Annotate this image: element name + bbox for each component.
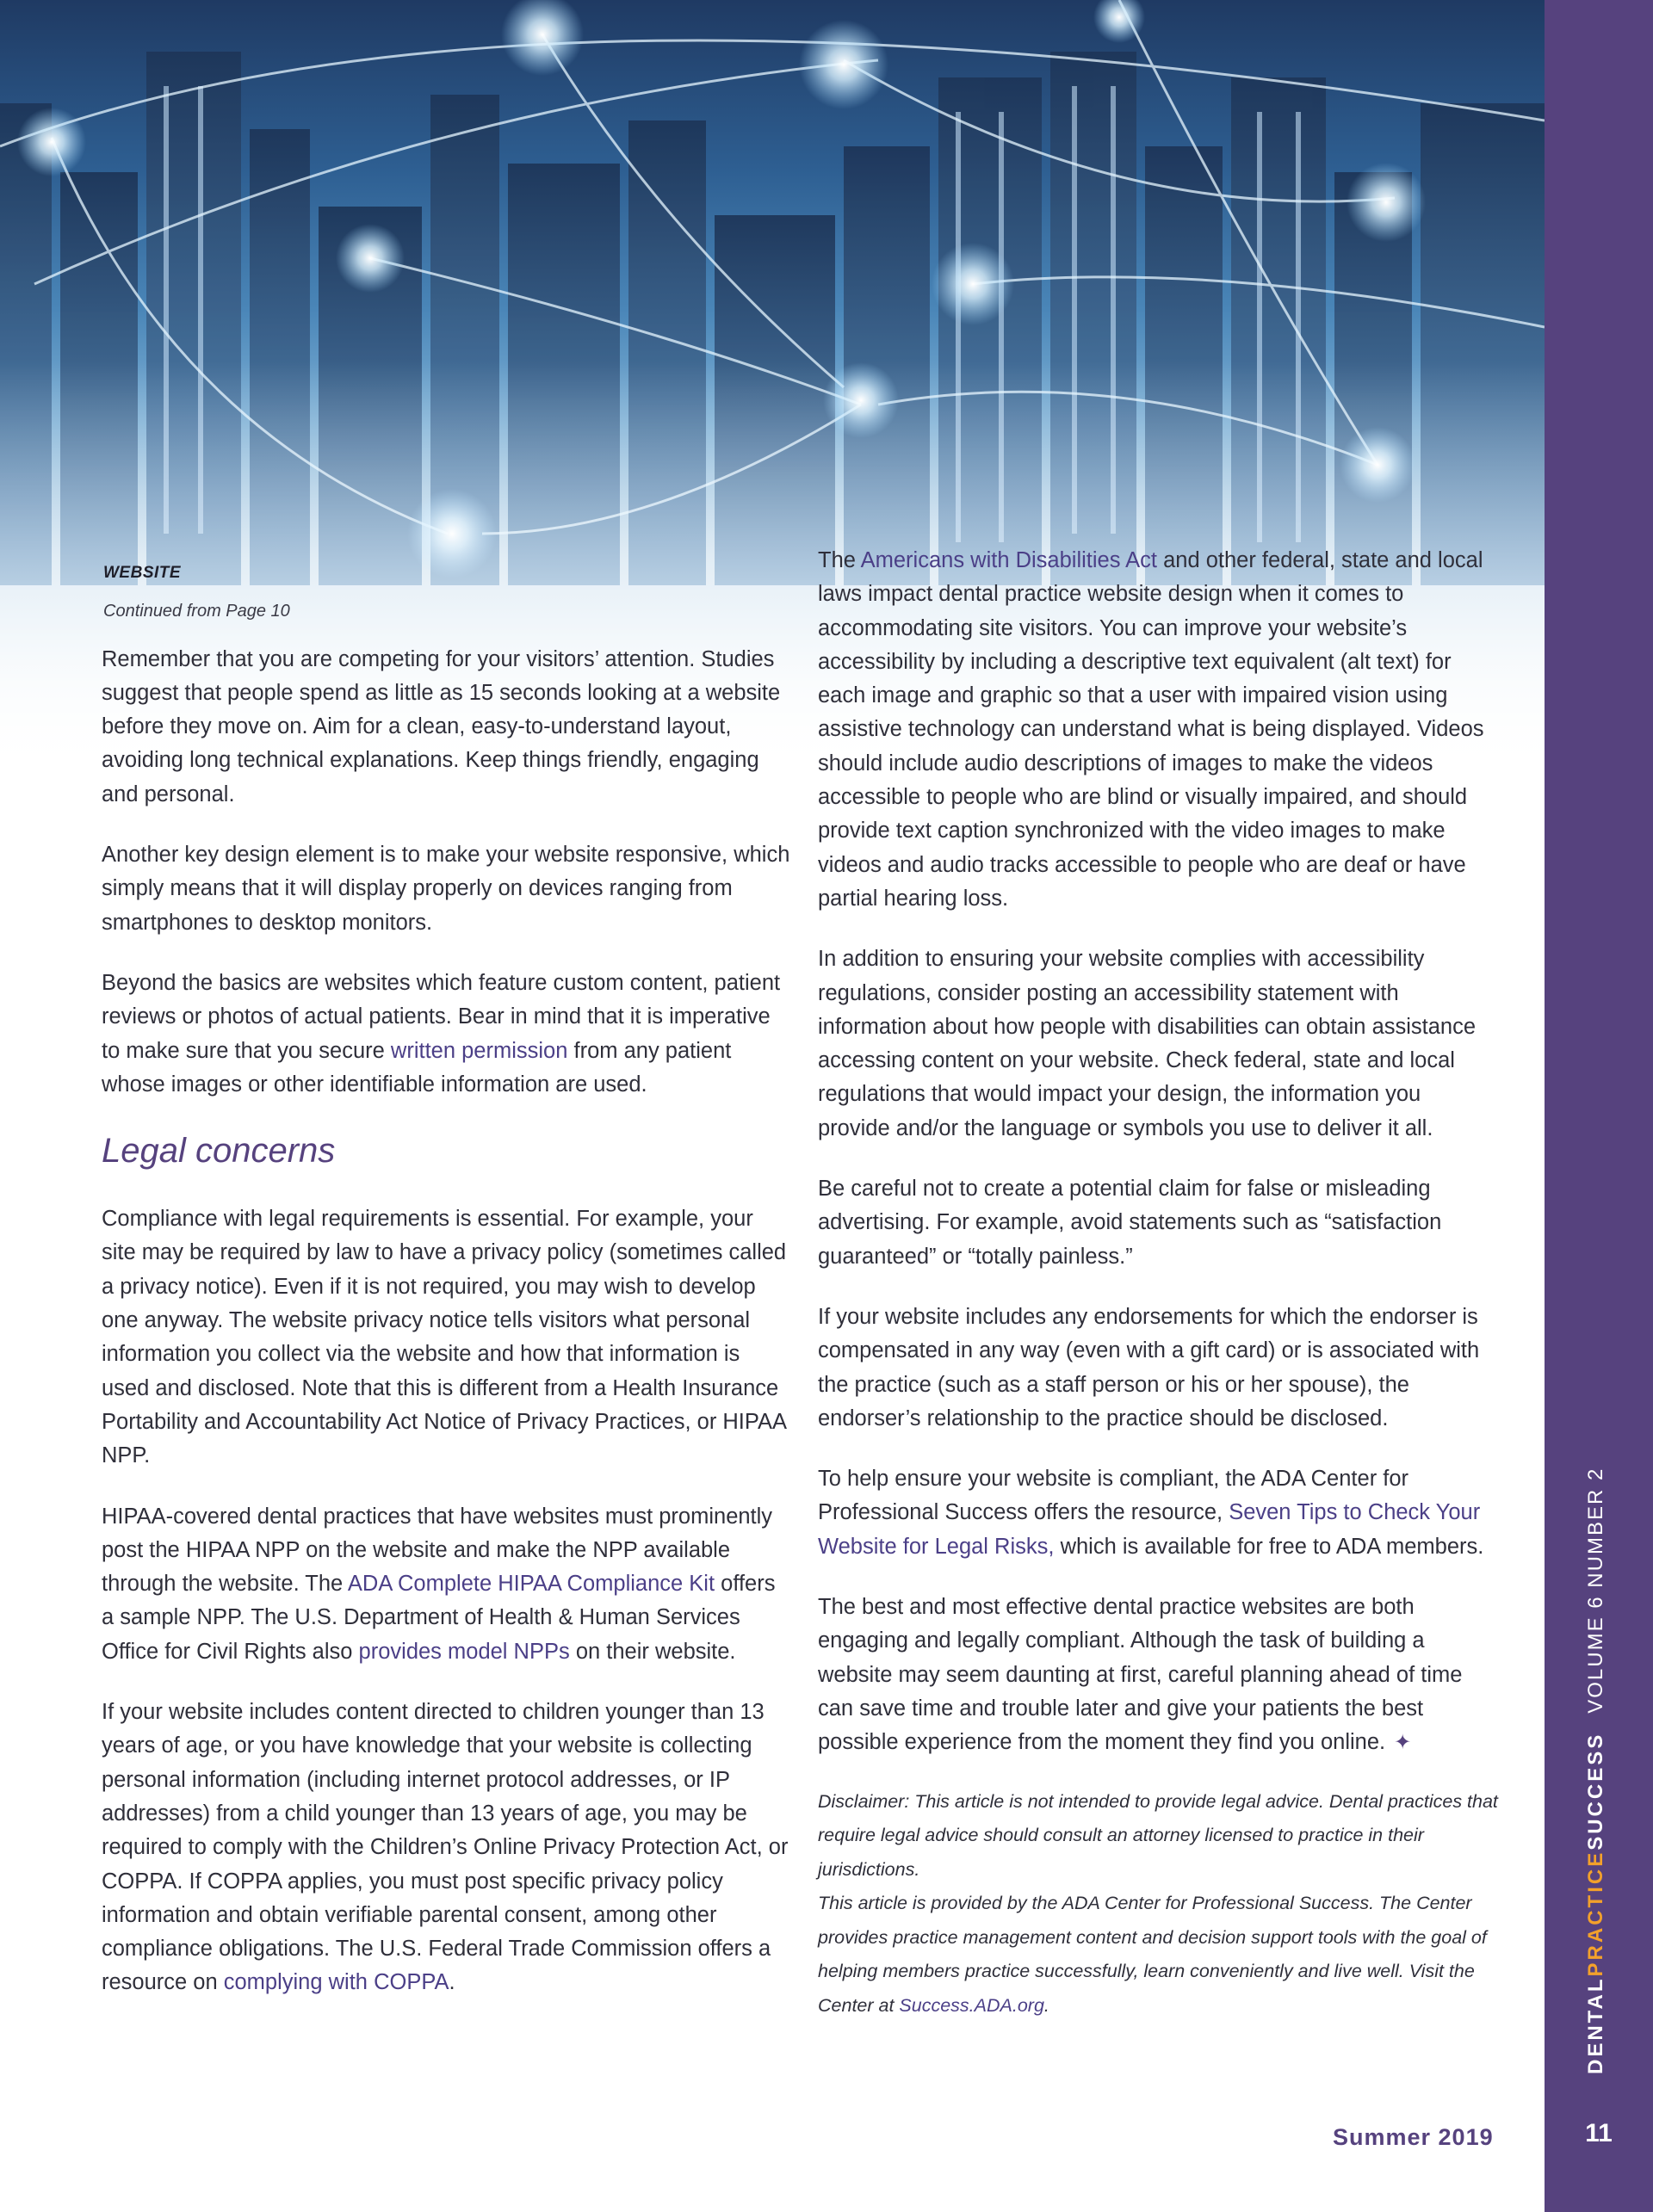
- paragraph: The best and most effective dental practice websites are both engaging and legally compliant. Although the task of building a website may seem daunting at first, careful planning ahead of time can save time and trouble later and give your patients the best possible experience from the moment they find you online. ✦: [818, 1595, 1463, 1755]
- success-ada-link[interactable]: Success.ADA.org: [899, 1994, 1044, 2016]
- about-text: This article is provided by the ADA Center for Professional Success. The Center provides practice management content and decision support tools with the goal of helping members practice successfully, learn conveniently and live well. Visit the Center at Success.ADA.org.: [818, 1893, 1487, 2016]
- seven-tips-link[interactable]: Seven Tips to Check Your Website for Legal Risks,: [818, 1500, 1481, 1559]
- paragraph: The Americans with Disabilities Act and other federal, state and local laws impact dental practice website design when it comes to accommodating site visitors. You can improve your website’s accessibility by including a descriptive text equivalent (alt text) for each image and graphic so that a user with impaired vision using assistive technology can understand what is being displayed. Videos should include audio descriptions of images to make the videos accessible to people who are blind or visually impaired, and should provide text caption synchronized with the video images to make videos and audio tracks accessible to people who are deaf or have partial hearing loss.: [818, 548, 1484, 911]
- section-label: WEBSITE: [103, 564, 182, 582]
- brand-success: SUCCESS: [1584, 1732, 1607, 1851]
- continued-note: Continued from Page 10: [103, 602, 290, 621]
- brand-dental: DENTAL: [1584, 1976, 1607, 2074]
- volume-number: VOLUME 6 NUMBER 2: [1584, 1467, 1607, 1714]
- hipaa-kit-link[interactable]: ADA Complete HIPAA Compliance Kit: [347, 1572, 715, 1597]
- end-mark-icon: ✦: [1394, 1731, 1412, 1755]
- page-number: 11: [1585, 2119, 1613, 2147]
- paragraph: If your website includes any endorsements for which the endorser is compensated in any way (even with a gift card) or is associated with the practice (such as a staff person or his or her spouse), the endorser’s relationship to the practice should be disclosed.: [818, 1304, 1480, 1430]
- paragraph: In addition to ensuring your website complies with accessibility regulations, consider posting an accessibility statement with information about how people with disabilities can obtain assistance accessing content on your website. Check federal, state and local regulations that would impact your design, the information you provide and/or the language or symbols you use to deliver it all.: [818, 947, 1477, 1140]
- legal-concerns-heading: Legal concerns: [102, 1132, 336, 1171]
- publication-masthead: [1584, 1467, 1608, 2074]
- issue-date: Summer 2019: [1333, 2124, 1494, 2150]
- paragraph: Be careful not to create a potential claim for false or misleading advertising. For example, avoid statements such as “satisfaction guaranteed” or “totally painless.”: [818, 1177, 1442, 1269]
- brand-practice: PRACTICE: [1584, 1850, 1607, 1977]
- paragraph: Beyond the basics are websites which feature custom content, patient reviews or photos of actual patients. Bear in mind that it is imperative to make sure that you secure written permission from any patient whose images or other identifiable information are used.: [102, 970, 781, 1097]
- model-npps-link[interactable]: provides model NPPs: [358, 1639, 570, 1664]
- left-column: [102, 546, 790, 2027]
- paragraph: Remember that you are competing for your visitors’ attention. Studies suggest that people spend as little as 15 seconds looking at a website before they move on. Aim for a clean, easy-to-understand layout, avoiding long technical explanations. Keep things friendly, engaging and personal.: [102, 646, 781, 806]
- right-column: [818, 544, 1498, 2023]
- coppa-link[interactable]: complying with COPPA: [223, 1970, 449, 1995]
- ada-act-link[interactable]: Americans with Disabilities Act: [860, 548, 1157, 572]
- written-permission-link[interactable]: written permission: [390, 1038, 568, 1063]
- disclaimer-text: Disclaimer: This article is not intended to provide legal advice. Dental practices that require legal advice should consult an attorney licensed to practice in their jurisdictions.: [818, 1790, 1498, 1880]
- paragraph: Another key design element is to make your website responsive, which simply means that it will display properly on devices ranging from smartphones to desktop monitors.: [102, 843, 790, 935]
- paragraph: If your website includes content directed to children younger than 13 years of age, or you have knowledge that your website is collecting personal information (including internet protocol addresses, or IP addresses) from a child younger than 13 years of age, you may be required to comply with the Children’s Online Privacy Protection Act, or COPPA. If COPPA applies, you must post specific privacy policy information and obtain verifiable parental consent, among other compliance obligations. The U.S. Federal Trade Commission offers a resource on complying with COPPA.: [102, 1700, 789, 1995]
- disclaimer: [818, 1785, 1498, 2024]
- paragraph: HIPAA-covered dental practices that have websites must prominently post the HIPAA NPP on the website and make the NPP available through the website. The ADA Complete HIPAA Compliance Kit offers a sample NPP. The U.S. Department of Health & Human Services Office for Civil Rights also provides model NPPs on their website.: [102, 1504, 776, 1664]
- paragraph: To help ensure your website is compliant, the ADA Center for Professional Success offers the resource, Seven Tips to Check Your Website for Legal Risks, which is available for free to ADA members.: [818, 1467, 1484, 1559]
- paragraph: Compliance with legal requirements is essential. For example, your site may be required by law to have a privacy policy (sometimes called a privacy notice). Even if it is not required, you may wish to develop one anyway. The website privacy notice tells visitors what personal information you collect via the website and how that information is used and disclosed. Note that this is different from a Health Insurance Portability and Accountability Act Notice of Privacy Practices, or HIPAA NPP.: [102, 1207, 787, 1468]
